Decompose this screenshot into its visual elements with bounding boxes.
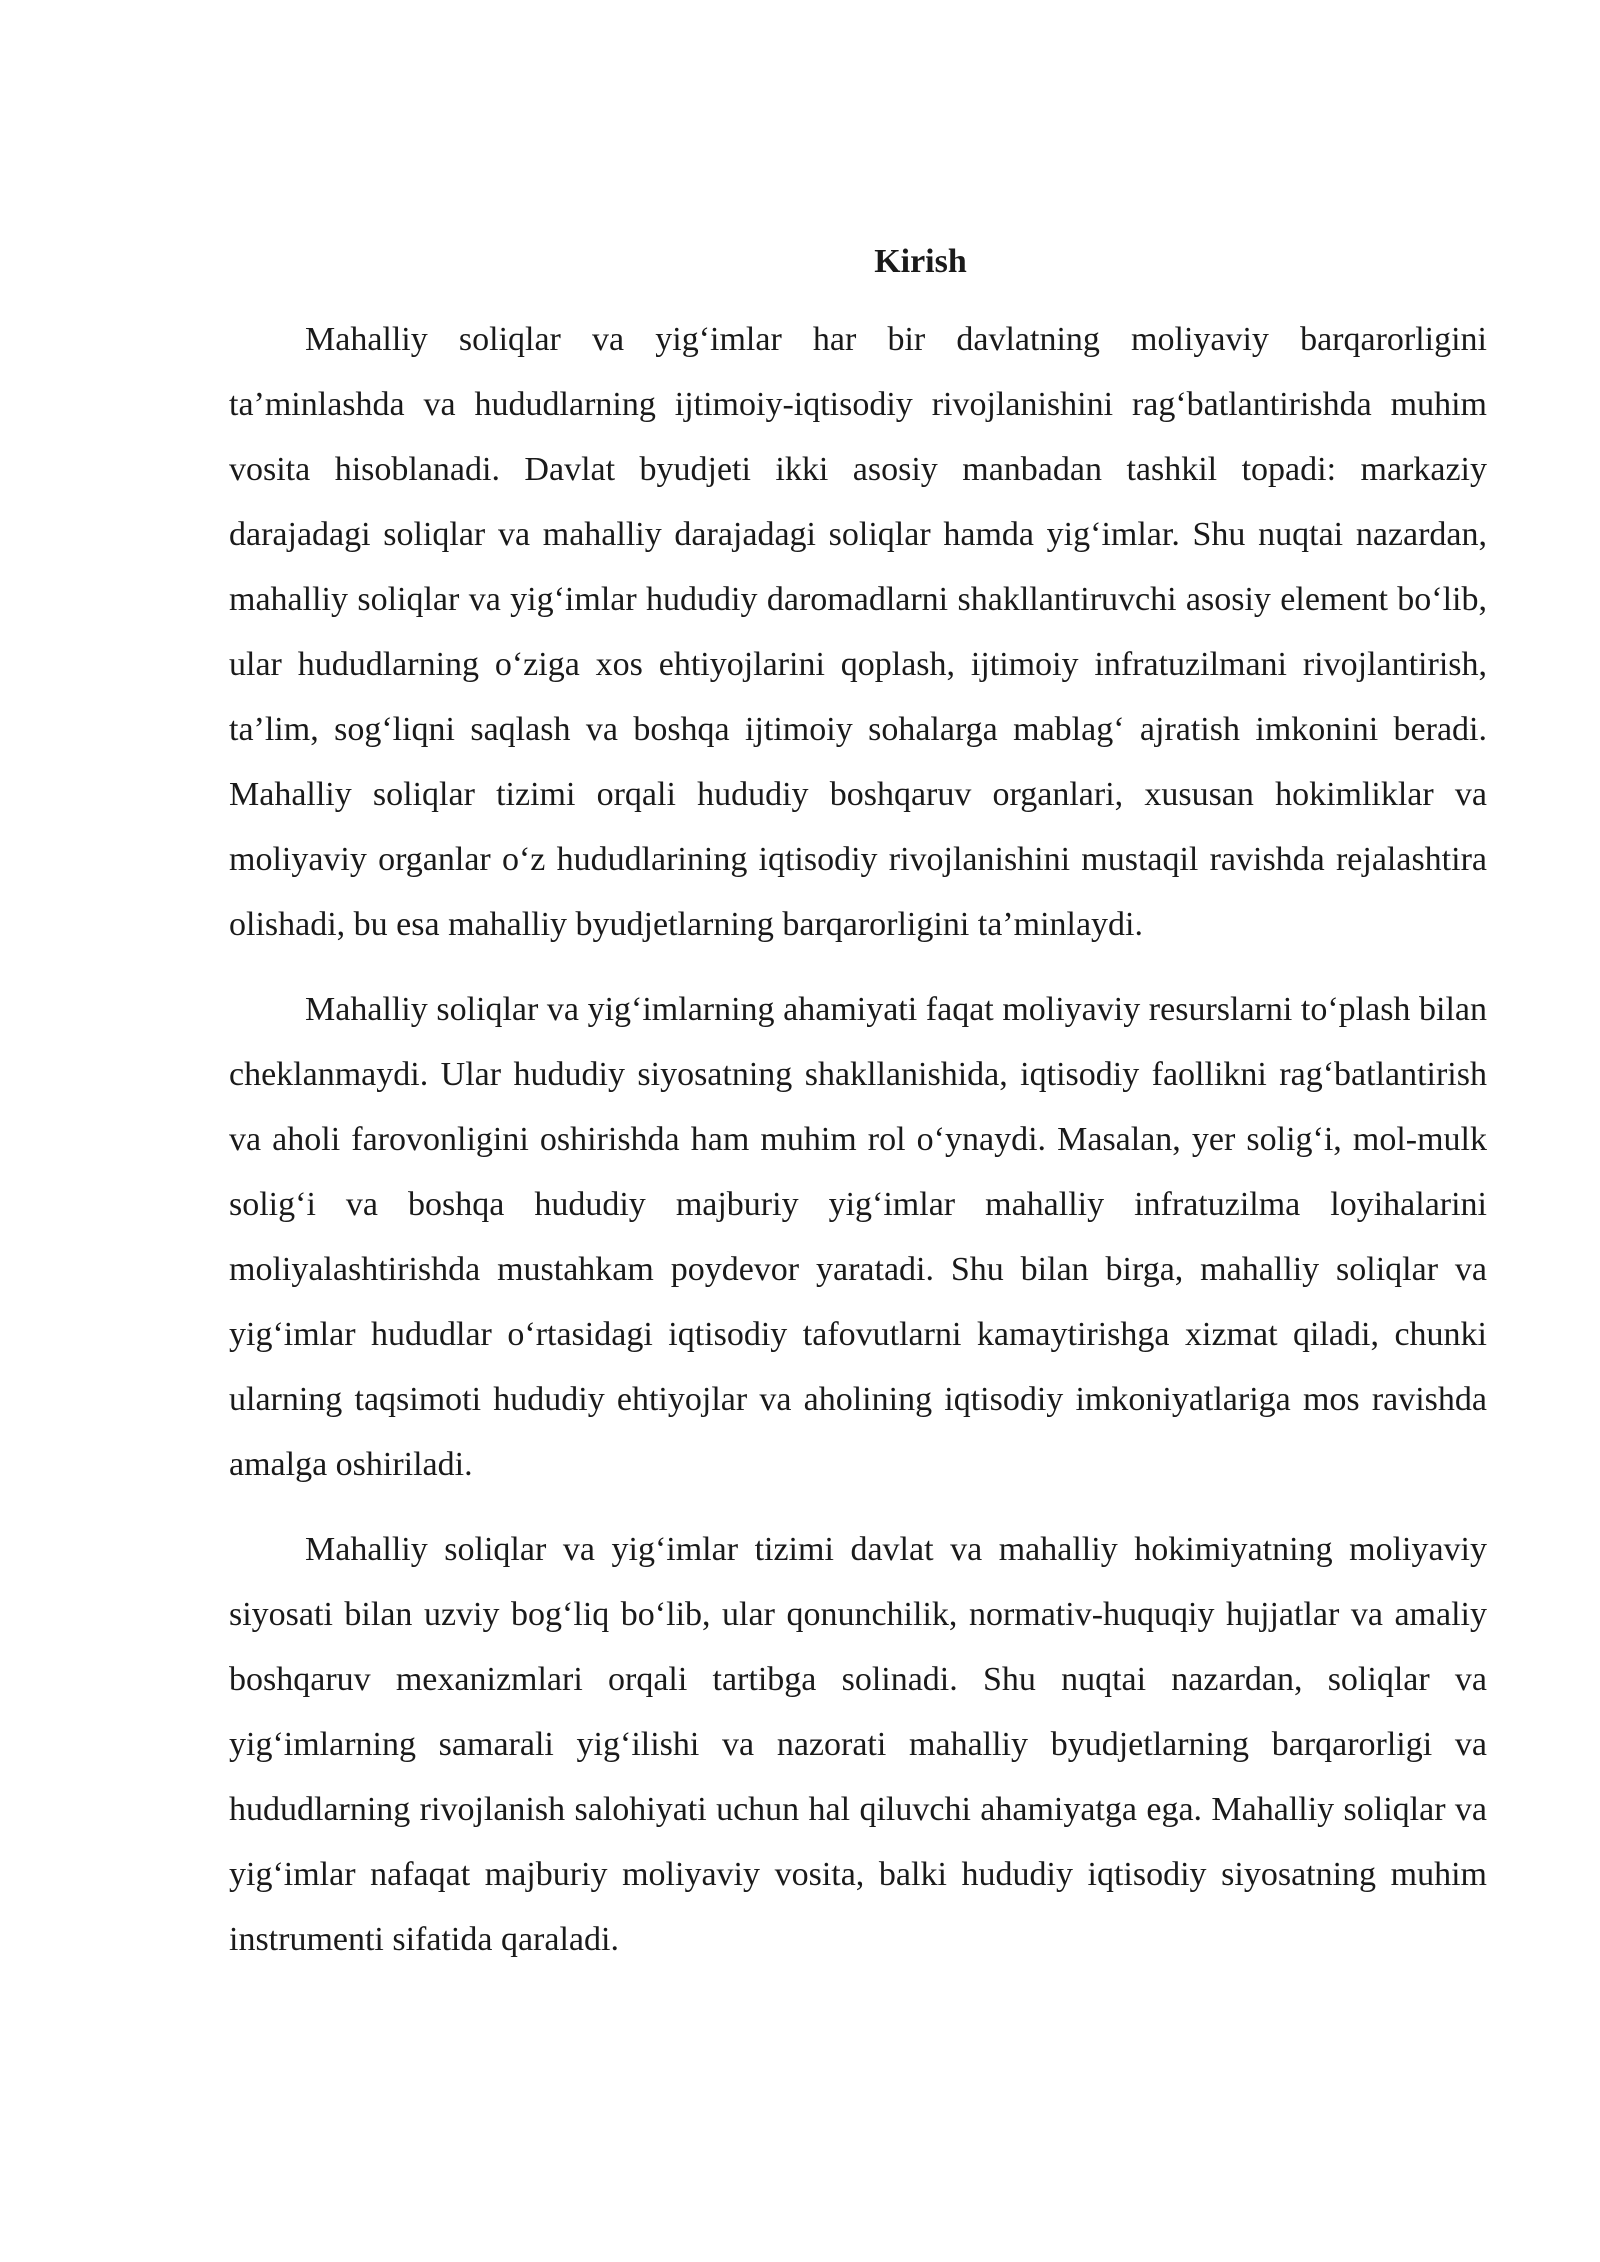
paragraph-2: Mahalliy soliqlar va yig‘imlarning ahamiyati faqat moliyaviy resurslarni to‘plash bilan cheklanmaydi. Ular hududiy siyosatning shakllanishida, iqtisodiy faollikni rag‘batlantirish va aholi farovonligini oshirishda ham muhim rol o‘ynaydi. Masalan, yer solig‘i, mol-mulk solig‘i va boshqa hududiy majburiy yig‘imlar mahalliy infratuzilma loyihalarini moliyalashtirishda mustahkam poydevor yaratadi. Shu bilan birga, mahalliy soliqlar va yig‘imlar hududlar o‘rtasidagi iqtisodiy tafovutlarni kamaytirishga xizmat qiladi, chunki ularning taqsimoti hududiy ehtiyojlar va aholining iqtisodiy imkoniyatlariga mos ravishda amalga oshiriladi.: [229, 991, 1487, 1483]
page-title: Kirish: [874, 243, 967, 280]
paragraph-1: Mahalliy soliqlar va yig‘imlar har bir davlatning moliyaviy barqarorligini ta’minlashda va hududlarning ijtimoiy-iqtisodiy rivojlanishini rag‘batlantirishda muhim vosita hisoblanadi. Davlat byudjeti ikki asosiy manbadan tashkil topadi: markaziy darajadagi soliqlar va mahalliy darajadagi soliqlar hamda yig‘imlar. Shu nuqtai nazardan, mahalliy soliqlar va yig‘imlar hududiy daromadlarni shakllantiruvchi asosiy element bo‘lib, ular hududlarning o‘ziga xos ehtiyojlarini qoplash, ijtimoiy infratuzilmani rivojlantirish, ta’lim, sog‘liqni saqlash va boshqa ijtimoiy sohalarga mablag‘ ajratish imkonini beradi. Mahalliy soliqlar tizimi orqali hududiy boshqaruv organlari, xususan hokimliklar va moliyaviy organlar o‘z hududlarining iqtisodiy rivojlanishini mustaqil ravishda rejalashtira olishadi, bu esa mahalliy byudjetlarning barqarorligini ta’minlaydi.: [229, 321, 1487, 943]
document-body: [229, 232, 1487, 1992]
paragraph-3: Mahalliy soliqlar va yig‘imlar tizimi davlat va mahalliy hokimiyatning moliyaviy siyosati bilan uzviy bog‘liq bo‘lib, ular qonunchilik, normativ-huquqiy hujjatlar va amaliy boshqaruv mexanizmlari orqali tartibga solinadi. Shu nuqtai nazardan, soliqlar va yig‘imlarning samarali yig‘ilishi va nazorati mahalliy byudjetlarning barqarorligi va hududlarning rivojlanish salohiyati uchun hal qiluvchi ahamiyatga ega. Mahalliy soliqlar va yig‘imlar nafaqat majburiy moliyaviy vosita, balki hududiy iqtisodiy siyosatning muhim instrumenti sifatida qaraladi.: [229, 1531, 1487, 1958]
